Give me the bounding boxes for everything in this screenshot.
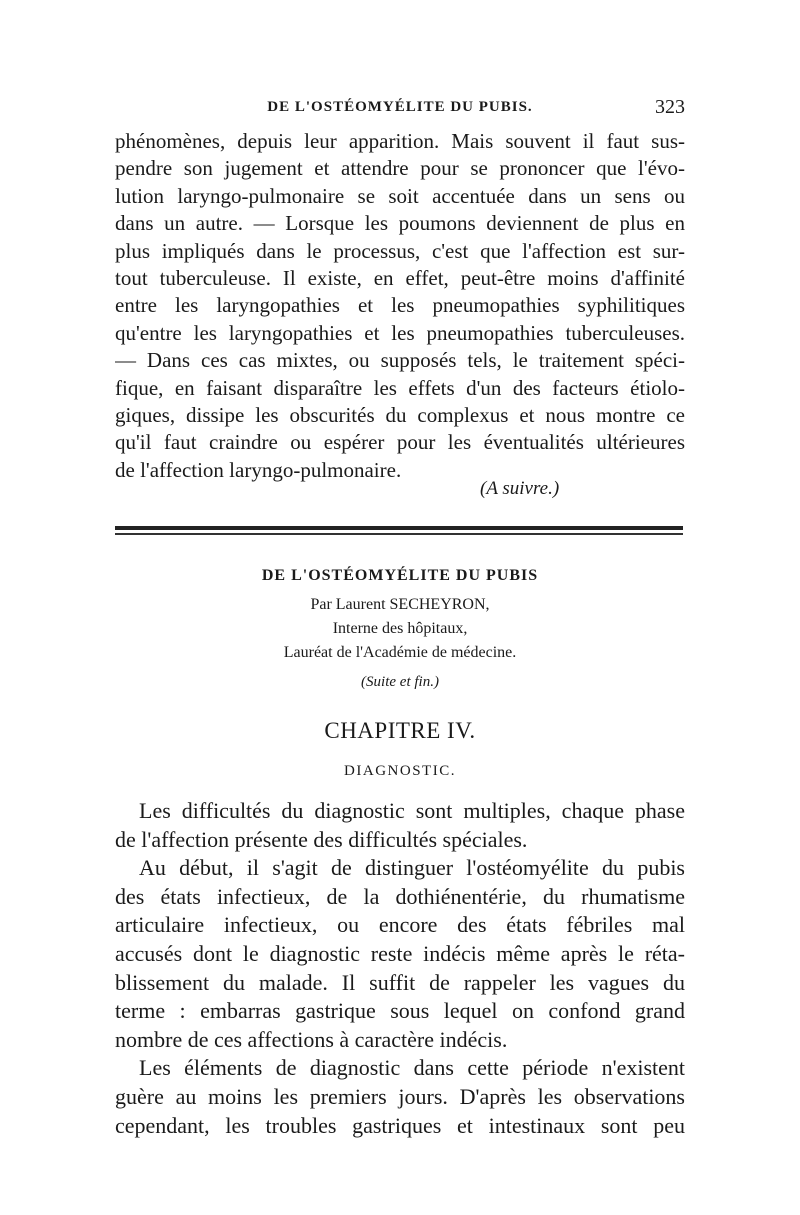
running-head-title: DE L'OSTÉOMYÉLITE DU PUBIS. (267, 99, 533, 115)
text-line: tout tuberculeuse. Il existe, en effet, peut-être moins d'affinité (115, 265, 685, 290)
to-be-continued-note: (A suivre.) (480, 478, 560, 499)
author-line: Par Laurent SECHEYRON, (310, 596, 490, 613)
section-heading: DIAGNOSTIC. (344, 763, 456, 779)
text-line: des états infectieux, de la dothiénentérie, du rhumatisme (115, 883, 685, 909)
section-divider-thick (115, 526, 683, 530)
text-line: blissement du malade. Il suffit de rappeler les vagues du (115, 969, 685, 995)
text-line: entre les laryngopathies et les pneumopathies syphilitiques (115, 293, 685, 318)
text-line: plus impliqués dans le processus, c'est que l'affection est sur- (115, 238, 685, 263)
text-line: pendre son jugement et attendre pour se prononcer que l'évo- (115, 156, 685, 181)
text-line: articulaire infectieux, ou encore des états fébriles mal (115, 912, 685, 938)
text-line: dans un autre. — Lorsque les poumons deviennent de plus en (115, 211, 685, 236)
text-line: fique, en faisant disparaître les effets d'un des facteurs étiolo- (115, 375, 685, 400)
text-line: qu'entre les laryngopathies et les pneumopathies tuberculeuses. (115, 320, 685, 345)
running-head (115, 96, 685, 120)
text-line: giques, dissipe les obscurités du complexus et nous montre ce (115, 402, 685, 427)
text-line: — Dans ces cas mixtes, ou supposés tels, le traitement spéci- (115, 348, 685, 373)
text-line: nombre de ces affections à caractère indécis. (115, 1026, 508, 1052)
text-line: guère au moins les premiers jours. D'après les observations (115, 1083, 685, 1109)
article-title: DE L'OSTÉOMYÉLITE DU PUBIS (261, 567, 539, 584)
author-role: Interne des hôpitaux, (332, 620, 468, 637)
text-line: cependant, les troubles gastriques et intestinaux sont peu (115, 1112, 685, 1138)
text-line: de l'affection laryngo-pulmonaire. (115, 457, 402, 482)
text-line: qu'il faut craindre ou espérer pour les éventualités ultérieures (115, 430, 685, 455)
text-line: accusés dont le diagnostic reste indécis même après le réta- (115, 940, 685, 966)
text-line: de l'affection présente des difficultés spéciales. (115, 826, 528, 852)
page-number: 323 (655, 96, 685, 118)
text-line: phénomènes, depuis leur apparition. Mais souvent il faut sus- (115, 129, 685, 153)
author-award: Lauréat de l'Académie de médecine. (283, 644, 517, 661)
text-line: Les éléments de diagnostic dans cette période n'existent (139, 1055, 685, 1081)
section-divider-thin (115, 533, 683, 535)
text-line: Les difficultés du diagnostic sont multiples, chaque phase (139, 798, 685, 823)
text-line: lution laryngo-pulmonaire se soit accentuée dans un sens ou (115, 183, 685, 208)
article-body-text (115, 797, 685, 1140)
continuation-note: (Suite et fin.) (361, 674, 439, 690)
chapter-heading: CHAPITRE IV. (324, 718, 476, 743)
text-line: terme : embarras gastrique sous lequel on confond grand (115, 998, 685, 1024)
previous-article-text (115, 128, 685, 484)
text-line: Au début, il s'agit de distinguer l'ostéomyélite du pubis (139, 855, 685, 881)
